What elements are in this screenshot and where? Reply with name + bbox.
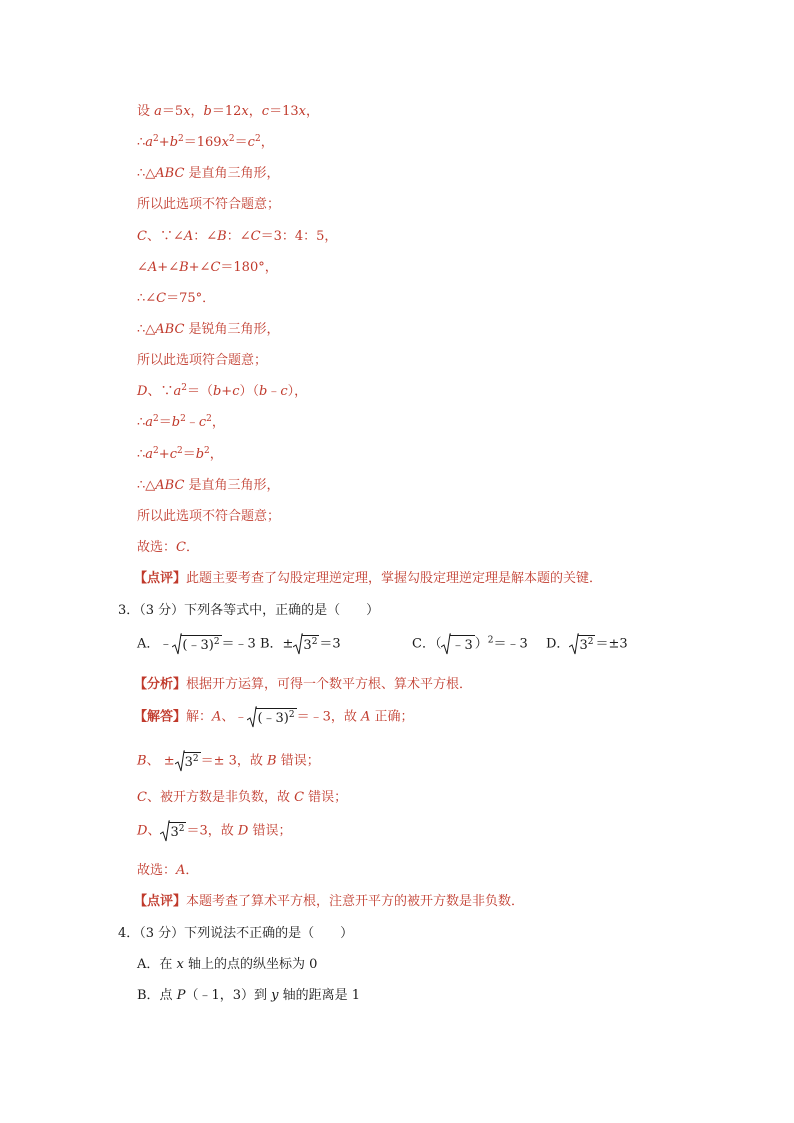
radical-b: $3^2$ <box>293 633 319 655</box>
solution-line-10: D、$\because a^2=(b+c)(b﹣c)$， <box>137 383 308 399</box>
solution-line-9: 所以此选项符合题意； <box>137 353 268 368</box>
question-3-options-ab: A．﹣ (﹣3)$^2$ ＝﹣3 B．± $3^2$ ＝3 <box>137 633 341 656</box>
solution-line-2: $\therefore a^2+b^2=169x^2=c^2$， <box>137 134 274 150</box>
radical-answer-a: (﹣3)$^2$ <box>247 706 296 728</box>
question-4-stem: 4．（3 分）下列说法不正确的是（ ） <box>118 926 354 941</box>
question-4-option-a: A．在 x 轴上的点的纵坐标为 0 <box>137 957 318 972</box>
comment-line-q3: 【点评】本题考查了算术平方根，注意开平方的被开方数是非负数． <box>134 894 525 909</box>
solution-line-14: 所以此选项不符合题意； <box>137 509 281 524</box>
radical-answer-b: $3^2$ <box>175 750 201 772</box>
solution-line-4: 所以此选项不符合题意； <box>137 197 281 212</box>
radical-d: $3^2$ <box>569 633 595 655</box>
solution-line-15: 故选：C． <box>137 540 199 555</box>
radical-a: (﹣3)$^2$ <box>172 633 221 655</box>
solution-line-7: ∴∠C＝75°． <box>137 291 216 306</box>
question-3-option-d: D． $3^2$ ＝±3 <box>546 633 628 656</box>
solution-line-5: C、∵∠A：∠B：∠C＝3：4：5， <box>137 229 338 244</box>
answer-line-5: 故选：A． <box>137 863 199 878</box>
solution-line-11: $\therefore a^2=b^2﹣c^2$， <box>137 414 225 430</box>
solution-line-12: $\therefore a^2+c^2=b^2$， <box>137 446 223 462</box>
answer-line-3: C、被开方数是非负数，故 C 错误； <box>137 790 348 805</box>
solution-line-3: ∴△ABC 是直角三角形， <box>137 166 280 181</box>
radical-c: ﹣3 <box>441 633 474 655</box>
analysis-q3: 【分析】根据开方运算，可得一个数平方根、算术平方根． <box>134 677 473 692</box>
solution-line-13: ∴△ABC 是直角三角形， <box>137 478 280 493</box>
question-3-stem: 3．（3 分）下列各等式中，正确的是（ ） <box>118 603 380 618</box>
comment-line-q2: 【点评】此题主要考查了勾股定理逆定理，掌握勾股定理逆定理是解本题的关键． <box>134 571 603 586</box>
solution-line-8: ∴△ABC 是锐角三角形， <box>137 322 280 337</box>
question-4-option-b: B．点 P（﹣1，3）到 y 轴的距离是 1 <box>137 988 361 1003</box>
solution-line-6: ∠A+∠B+∠C＝180°， <box>137 260 278 275</box>
radical-answer-d: $3^2$ <box>160 820 186 842</box>
answer-line-1: 【解答】解：A、﹣ (﹣3)$^2$ ＝﹣3，故 A 正确； <box>134 706 414 729</box>
question-3-option-c: C．（ ﹣3 ）$^2$＝﹣3 <box>412 633 528 656</box>
solution-line-1: 设 a＝5x，b＝12x，c＝13x， <box>137 104 319 119</box>
answer-line-4: D、 $3^2$ ＝3，故 D 错误； <box>137 820 291 843</box>
answer-line-2: B、 ± $3^2$ ＝± 3，故 B 错误； <box>137 750 320 773</box>
